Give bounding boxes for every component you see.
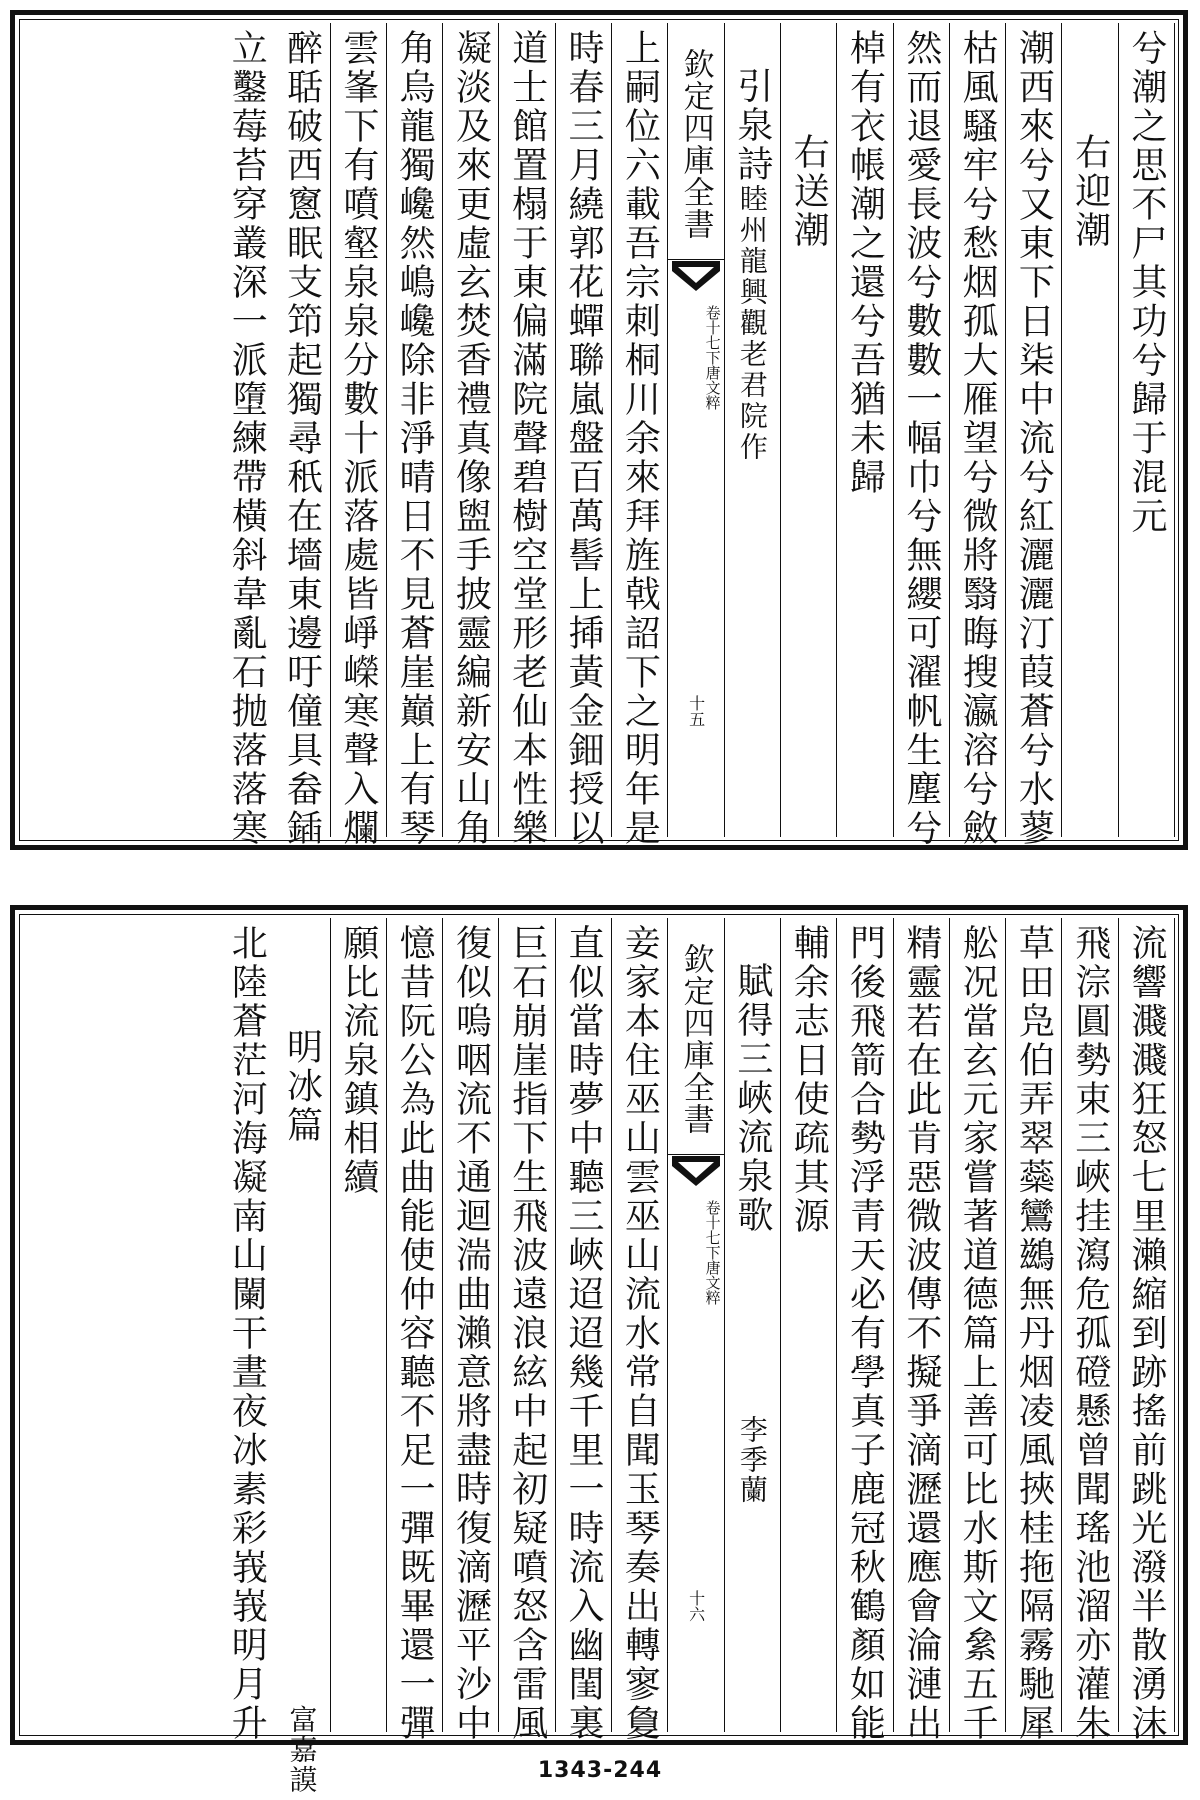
- poem-author: 李季蘭: [735, 1415, 769, 1505]
- banxin-center-strip: [668, 918, 724, 1732]
- text-column: 潮西來兮又東下日柒中流兮紅灑灑汀葭蒼兮水蓼: [1006, 23, 1062, 837]
- text-column: 憶昔阮公為此曲能使仲容聽不足一彈既畢還一彈: [387, 918, 443, 1732]
- text-column: 醉聒破西窻眠支笻起獨尋秖在墻東邊吁僮具畚鍤: [274, 23, 330, 837]
- fish-tail-mark-icon: [672, 261, 720, 297]
- banxin-volume: [668, 305, 723, 410]
- banxin-title: 欽定四庫全書: [668, 29, 723, 260]
- text-column: 直似當時夢中聽三峽迢迢幾千里一時流入幽閨裏: [556, 918, 612, 1732]
- banxin-volume: [668, 1200, 723, 1305]
- text-column: 門後飛箭合勢浮青天必有學真子鹿冠秋鶴顏如能: [837, 918, 893, 1732]
- poem-title-column: [725, 918, 781, 1732]
- text-column: 道士館置榻于東偏滿院聲碧樹空堂形老仙本性樂: [499, 23, 555, 837]
- poem-title: 賦得三峽流泉歌: [731, 962, 773, 1235]
- fish-tail-mark-icon: [672, 1156, 720, 1192]
- text-column: 願比流泉鎮相續: [331, 918, 387, 1732]
- text-column: 角烏龍獨巉然嶋巉除非淨晴日不見蒼崖巔上有琴: [387, 23, 443, 837]
- text-column: 飛淙圓勢束三峽挂瀉危孤磴懸曾聞瑤池溜亦灌朱: [1062, 918, 1118, 1732]
- text-column: 巨石崩崖指下生飛波遠浪絃中起初疑噴怒含雷風: [499, 918, 555, 1732]
- section-end-label: 右迎潮: [1062, 23, 1118, 837]
- section-end-label: 右送潮: [781, 23, 837, 837]
- top-page: [10, 10, 1188, 850]
- banxin-juan: 卷十七下: [703, 1200, 722, 1260]
- text-column: 立鑿莓苔穿叢深一派墮練帶橫斜韋亂石抛落落寒: [226, 29, 268, 848]
- banxin-page-number: 十六: [686, 1590, 706, 1622]
- text-column: 復似嗚咽流不通迴湍曲瀨意將盡時復滴瀝平沙中: [443, 918, 499, 1732]
- poem-title: 引泉詩: [731, 67, 773, 184]
- text-column: 流響濺濺狂怒七里瀨縮到跡搖前跳光潑半散湧沫: [1119, 918, 1175, 1732]
- banxin-book-name: 唐文粹: [703, 365, 722, 410]
- banxin-title: 欽定四庫全書: [668, 924, 723, 1155]
- banxin-center-strip: [668, 23, 724, 837]
- text-column: 輔余志日使疏其源: [781, 918, 837, 1732]
- text-column: 然而退愛長波兮數數一幅巾兮無纓可濯帆生塵兮: [894, 23, 950, 837]
- text-column: 北陸蒼茫河海凝南山闌干晝夜冰素彩峩峩明月升: [226, 924, 268, 1743]
- banxin-page-number: 十五: [686, 695, 706, 727]
- text-column: 時春三月繞郭花蟬聯嵐盤百萬髻上揷黃金鈿授以: [556, 23, 612, 837]
- text-column: 草田凫伯弄翠蘂鸞鷀無丹烟凌風挾桂拖隔霧馳犀: [1006, 918, 1062, 1732]
- poem-author: 富嘉謨: [285, 1705, 319, 1795]
- poem-subtitle: 睦州龍興觀老君院作: [735, 184, 769, 463]
- text-column: 枯風騷牢兮愁烟孤大雁望兮微將翳晦搜瀛溶兮斂: [950, 23, 1006, 837]
- text-column: 妾家本住巫山雲巫山流水常自聞玉琴奏出轉寥敻: [612, 918, 668, 1732]
- top-columns: [23, 23, 1175, 848]
- poem-title-column: [274, 918, 330, 1795]
- text-column: 棹有衣帳潮之還兮吾猶未歸: [837, 23, 893, 837]
- text-column: 上嗣位六載吾宗刺桐川余來拜旌戟詔下之明年是: [612, 23, 668, 837]
- banxin-juan: 卷十七下: [703, 305, 722, 365]
- text-column: 凝淡及來更虛玄焚香禮真像盥手披靈編新安山角: [443, 23, 499, 837]
- text-column: 雲峯下有噴壑泉泉分數十派落處皆崢嶸寒聲入爛: [331, 23, 387, 837]
- banxin-book-name: 唐文粹: [703, 1260, 722, 1305]
- page-footer-number: 1343-244: [537, 1758, 663, 1783]
- text-column: 舩况當玄元家嘗著道德篇上善可比水斯文絫五千: [950, 918, 1006, 1732]
- poem-title: 明冰篇: [281, 1028, 323, 1145]
- text-column: 精靈若在此肯惡微波傳不擬爭滴瀝還應會淪漣出: [894, 918, 950, 1732]
- poem-title-column: [725, 23, 781, 837]
- text-column: 兮潮之思不尸其功兮歸于混元: [1119, 23, 1175, 837]
